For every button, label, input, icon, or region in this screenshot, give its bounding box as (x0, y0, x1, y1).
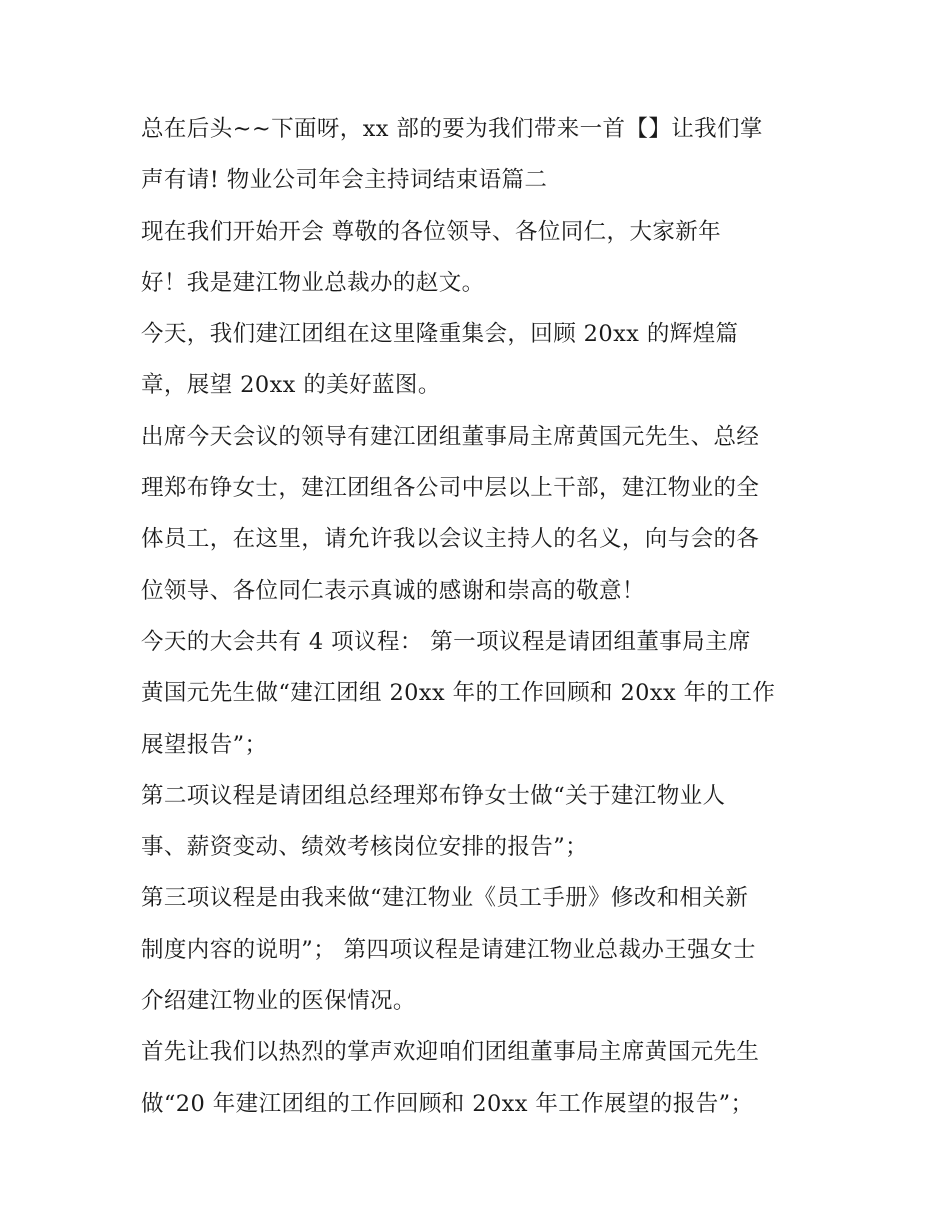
text-line: 总在后头~~下面呀，xx 部的要为我们带来一首【】让我们掌 (141, 116, 763, 142)
text-line: 第二项议程是请团组总经理郑布铮女士做“关于建江物业人 (141, 782, 726, 809)
text-line: 展望报告”； (141, 731, 268, 758)
text-line: 事、薪资变动、绩效考核岗位安排的报告”； (141, 834, 589, 861)
text-line: 出席今天会议的领导有建江团组董事局主席黄国元先生、总经 (141, 423, 760, 450)
document-body (141, 104, 821, 1130)
text-line: 首先让我们以热烈的掌声欢迎咱们团组董事局主席黄国元先生 (141, 1039, 760, 1066)
text-line: 今天，我们建江团组在这里隆重集会，回顾 20xx 的辉煌篇 (141, 321, 739, 348)
text-line: 章，展望 20xx 的美好蓝图。 (141, 372, 441, 399)
text-line: 黄国元先生做“建江团组 20xx 年的工作回顾和 20xx 年的工作 (141, 680, 776, 707)
text-line: 做“20 年建江团组的工作回顾和 20xx 年工作展望的报告”； (141, 1090, 754, 1117)
text-line: 体员工，在这里，请允许我以会议主持人的名义，向与会的各 (141, 526, 760, 553)
text-line: 第三项议程是由我来做“建江物业《员工手册》修改和相关新 (141, 885, 749, 912)
text-line: 位领导、各位同仁表示真诚的感谢和崇高的敬意！ (141, 577, 645, 604)
text-line: 理郑布铮女士，建江团组各公司中层以上干部，建江物业的全 (141, 475, 760, 502)
text-line: 现在我们开始开会 尊敬的各位领导、各位同仁，大家新年 (141, 218, 722, 245)
text-line: 好！我是建江物业总裁办的赵文。 (141, 269, 485, 296)
text-line: 声有请! 物业公司年会主持词结束语篇二 (141, 167, 548, 194)
text-line: 制度内容的说明”； 第四项议程是请建江物业总裁办王强女士 (141, 936, 756, 963)
text-line: 介绍建江物业的医保情况。 (141, 988, 416, 1015)
text-line: 今天的大会共有 4 项议程： 第一项议程是请团组董事局主席 (141, 628, 751, 655)
